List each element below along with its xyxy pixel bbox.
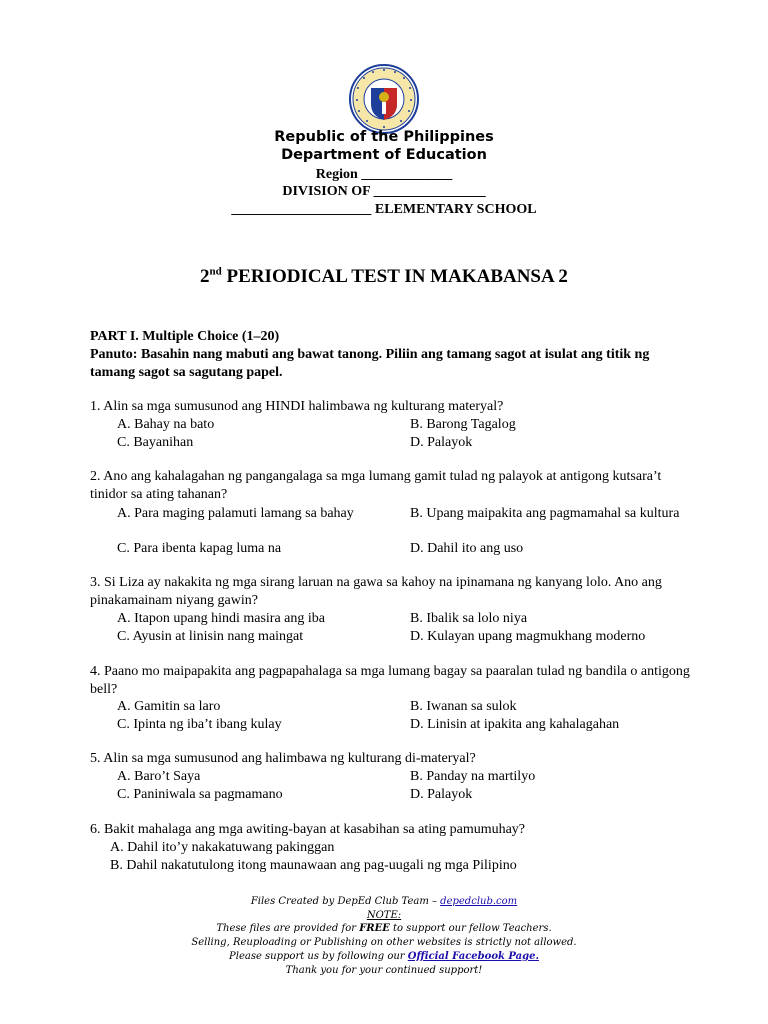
division-line: DIVISION OF ________________: [282, 184, 486, 199]
question-1-option-b: B. Barong Tagalog: [410, 417, 516, 432]
question-5-option-d: D. Palayok: [410, 787, 473, 802]
title-number: 2: [200, 266, 210, 287]
part-heading: PART I. Multiple Choice (1–20): [90, 329, 280, 344]
question-2-option-a: A. Para maging palamuti lamang sa bahay: [117, 506, 354, 521]
footer-credit-text: Files Created by DepEd Club Team –: [250, 896, 441, 907]
facebook-page-link[interactable]: Official Facebook Page.: [407, 951, 539, 962]
question-4-option-b: B. Iwanan sa sulok: [410, 699, 517, 714]
footer-restriction: Selling, Reuploading or Publishing on other websites is strictly not allowed.: [191, 937, 577, 948]
footer-credit: [0, 895, 768, 909]
republic-heading: Republic of the Philippines: [274, 129, 494, 145]
question-5-option-c: C. Paniniwala sa pagmamano: [117, 787, 283, 802]
question-2-option-c: C. Para ibenta kapag luma na: [117, 541, 282, 556]
question-2: 2. Ano ang kahalagahan ng pangangalaga sa mga lumang gamit tulad ng palayok at antigong kutsara’t tinidor sa ating tahanan?: [90, 469, 662, 502]
footer-free-bold: FREE: [359, 923, 390, 934]
footer-follow: [0, 950, 768, 964]
question-4: 4. Paano mo maipapakita ang pagpapahalaga sa mga lumang bagay sa paaralan tulad ng bandila o antigong bell?: [90, 664, 690, 697]
question-3-option-c: C. Ayusin at linisin nang maingat: [117, 629, 304, 644]
question-1-option-d: D. Palayok: [410, 435, 473, 450]
question-1: 1. Alin sa mga sumusunod ang HINDI halimbawa ng kulturang materyal?: [90, 399, 504, 414]
school-line: ____________________ ELEMENTARY SCHOOL: [231, 202, 537, 217]
question-3: 3. Si Liza ay nakakita ng mga sirang laruan na gawa sa kahoy na ipinamana ng kanyang lolo. Ano ang pinakamainam niyang gawin?: [90, 575, 662, 608]
question-1-option-c: C. Bayanihan: [117, 435, 194, 450]
question-3-option-b: B. Ibalik sa lolo niya: [410, 611, 528, 626]
question-2-option-d: D. Dahil ito ang uso: [410, 541, 524, 556]
region-line: Region _____________: [315, 167, 453, 182]
question-4-option-d: D. Linisin at ipakita ang kahalagahan: [410, 717, 620, 732]
title-ordinal-suffix: nd: [209, 265, 222, 278]
question-5: 5. Alin sa mga sumusunod ang halimbawa ng kulturang di-materyal?: [90, 751, 476, 766]
footer-note-heading: NOTE:: [366, 910, 402, 921]
question-3-option-a: A. Itapon upang hindi masira ang iba: [117, 611, 326, 626]
question-6-option-a: A. Dahil ito’y nakakatuwang pakinggan: [110, 840, 335, 855]
question-4-option-a: A. Gamitin sa laro: [117, 699, 221, 714]
instructions: Panuto: Basahin nang mabuti ang bawat tanong. Piliin ang tamang sagot at isulat ang titik ng tamang sagot sa sagutang papel.: [90, 347, 650, 380]
footer-thanks: Thank you for your continued support!: [285, 965, 483, 976]
footer-free-note: [0, 922, 768, 936]
question-3-option-d: D. Kulayan upang magmukhang moderno: [410, 629, 646, 644]
question-5-option-a: A. Baro’t Saya: [117, 769, 201, 784]
depedclub-link[interactable]: depedclub.com: [440, 896, 518, 907]
department-heading: Department of Education: [281, 147, 487, 163]
footer-free-pre: These files are provided for: [216, 923, 360, 934]
title-text: PERIODICAL TEST IN MAKABANSA 2: [221, 266, 568, 287]
footer-free-post: to support our fellow Teachers.: [389, 923, 552, 934]
question-2-option-b: B. Upang maipakita ang pagmamahal sa kultura: [410, 506, 680, 521]
question-6: 6. Bakit mahalaga ang mga awiting-bayan at kasabihan sa ating pamumuhay?: [90, 822, 526, 837]
question-6-option-b: B. Dahil nakatutulong itong maunawaan ang pag-uugali ng mga Pilipino: [110, 858, 517, 873]
deped-seal-logo: [349, 64, 419, 134]
test-title: [0, 266, 768, 288]
question-5-option-b: B. Panday na martilyo: [410, 769, 536, 784]
question-4-option-c: C. Ipinta ng iba’t ibang kulay: [117, 717, 282, 732]
footer-follow-text: Please support us by following our: [229, 951, 408, 962]
question-1-option-a: A. Bahay na bato: [117, 417, 215, 432]
